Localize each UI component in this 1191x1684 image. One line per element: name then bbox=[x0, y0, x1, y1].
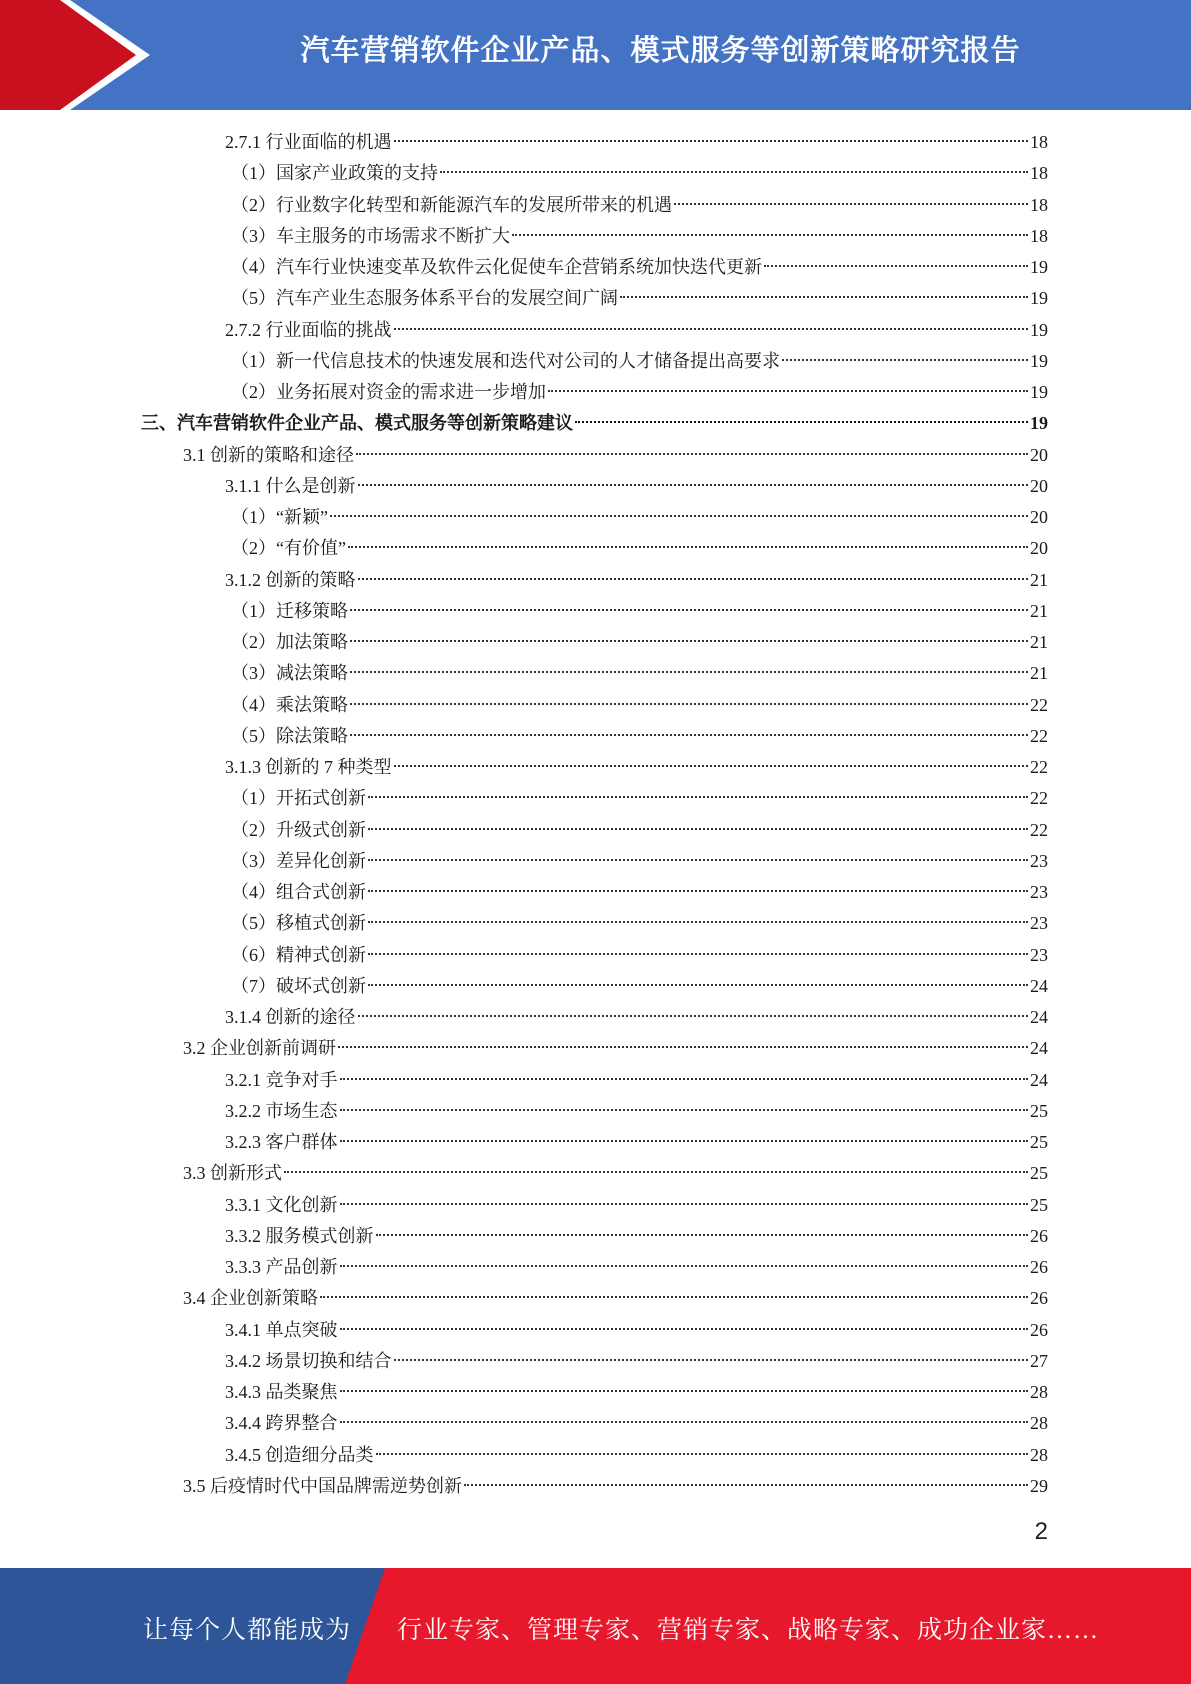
toc-dot-leader bbox=[368, 796, 1028, 798]
toc-entry-page: 20 bbox=[1030, 444, 1048, 465]
toc-dot-leader bbox=[340, 1078, 1029, 1080]
toc-entry-page: 19 bbox=[1030, 382, 1048, 402]
toc-dot-leader bbox=[330, 515, 1028, 517]
toc-entry[interactable] bbox=[225, 1065, 1048, 1096]
toc-entry-title: 3.4.1 单点突破 bbox=[225, 1319, 338, 1340]
toc-entry-page: 20 bbox=[1030, 538, 1048, 559]
toc-entry-title: 3.2 企业创新前调研 bbox=[183, 1038, 336, 1059]
toc-dot-leader bbox=[358, 578, 1029, 580]
toc-entry[interactable] bbox=[225, 1127, 1048, 1158]
toc-dot-leader bbox=[368, 828, 1028, 830]
toc-entry-page: 23 bbox=[1030, 944, 1048, 965]
toc-entry-title: （2）升级式创新 bbox=[231, 819, 366, 840]
toc-entry-title: （2）业务拓展对资金的需求进一步增加 bbox=[231, 382, 546, 402]
toc-dot-leader bbox=[350, 640, 1028, 642]
toc-entry[interactable] bbox=[183, 440, 1048, 471]
toc-entry-title: 3.4.2 场景切换和结合 bbox=[225, 1350, 392, 1371]
toc-entry-page: 25 bbox=[1030, 1132, 1048, 1152]
toc-dot-leader bbox=[368, 921, 1028, 923]
toc-entry-title: （2）行业数字化转型和新能源汽车的发展所带来的机遇 bbox=[231, 194, 672, 215]
toc-entry-page: 22 bbox=[1030, 725, 1048, 746]
toc-entry-title: （5）汽车产业生态服务体系平台的发展空间广阔 bbox=[231, 288, 618, 309]
page-number: 2 bbox=[1034, 1518, 1048, 1545]
toc-entry-title: （2）“有价值” bbox=[231, 538, 346, 559]
toc-entry-title: （3）减法策略 bbox=[231, 663, 348, 684]
toc-entry-page: 18 bbox=[1030, 225, 1048, 246]
toc-entry[interactable] bbox=[231, 502, 1048, 533]
toc-entry[interactable] bbox=[231, 346, 1048, 377]
toc-entry-title: 3.1 创新的策略和途径 bbox=[183, 444, 354, 465]
toc-entry-page: 24 bbox=[1030, 1069, 1048, 1090]
toc-dot-leader bbox=[376, 1453, 1029, 1455]
toc-dot-leader bbox=[340, 1328, 1029, 1330]
toc-entry-page: 28 bbox=[1030, 1382, 1048, 1402]
toc-entry-title: （1）国家产业政策的支持 bbox=[231, 163, 438, 184]
toc-entry[interactable] bbox=[231, 971, 1048, 1002]
toc-entry-page: 23 bbox=[1030, 882, 1048, 902]
toc-dot-leader bbox=[394, 328, 1029, 330]
toc-entry[interactable] bbox=[231, 721, 1048, 752]
toc-dot-leader bbox=[340, 1109, 1029, 1111]
toc-entry-title: 3.3 创新形式 bbox=[183, 1163, 282, 1184]
toc-entry[interactable] bbox=[231, 377, 1048, 408]
toc-entry-page: 27 bbox=[1030, 1350, 1048, 1371]
toc-entry[interactable] bbox=[231, 658, 1048, 689]
toc-entry-title: （1）新一代信息技术的快速发展和迭代对公司的人才储备提出高要求 bbox=[231, 350, 780, 371]
toc-dot-leader bbox=[548, 390, 1028, 392]
toc-dot-leader bbox=[575, 421, 1028, 423]
toc-entry-title: 3.1.3 创新的 7 种类型 bbox=[225, 757, 392, 777]
toc-entry-title: 3.5 后疫情时代中国品牌需逆势创新 bbox=[183, 1475, 462, 1496]
toc-entry-page: 18 bbox=[1030, 132, 1048, 152]
toc-entry[interactable] bbox=[225, 1377, 1048, 1408]
toc-entry[interactable] bbox=[225, 127, 1048, 158]
toc-entry-title: （3）差异化创新 bbox=[231, 850, 366, 871]
toc-dot-leader bbox=[764, 265, 1028, 267]
toc-dot-leader bbox=[376, 1234, 1029, 1236]
toc-dot-leader bbox=[674, 203, 1028, 205]
toc-dot-leader bbox=[348, 546, 1028, 548]
toc-entry-title: 三、汽车营销软件企业产品、模式服务等创新策略建议 bbox=[141, 413, 573, 434]
toc-entry-page: 19 bbox=[1030, 319, 1048, 340]
toc-entry[interactable] bbox=[231, 596, 1048, 627]
toc-entry-title: 3.4.3 品类聚焦 bbox=[225, 1382, 338, 1402]
toc-entry-page: 28 bbox=[1030, 1444, 1048, 1465]
toc-entry[interactable] bbox=[225, 315, 1048, 346]
toc-entry[interactable] bbox=[231, 221, 1048, 252]
toc-entry[interactable] bbox=[231, 158, 1048, 189]
toc-dot-leader bbox=[340, 1203, 1029, 1205]
toc-entry-page: 24 bbox=[1030, 975, 1048, 996]
toc-entry-title: （1）“新颖” bbox=[231, 507, 328, 527]
toc-entry-title: （5）除法策略 bbox=[231, 725, 348, 746]
toc-entry[interactable] bbox=[231, 252, 1048, 283]
toc-dot-leader bbox=[340, 1390, 1029, 1392]
toc-dot-leader bbox=[338, 1046, 1028, 1048]
toc-dot-leader bbox=[284, 1171, 1028, 1173]
toc-dot-leader bbox=[464, 1484, 1028, 1486]
toc-entry-page: 25 bbox=[1030, 1100, 1048, 1121]
header-banner bbox=[0, 0, 1191, 110]
toc-dot-leader bbox=[620, 296, 1028, 298]
toc-entry-title: 3.3.3 产品创新 bbox=[225, 1257, 338, 1277]
toc-dot-leader bbox=[350, 703, 1028, 705]
toc-entry-title: （6）精神式创新 bbox=[231, 944, 366, 965]
toc-entry[interactable] bbox=[225, 752, 1048, 783]
toc-entry[interactable] bbox=[183, 1471, 1048, 1502]
toc-entry-title: 3.4.4 跨界整合 bbox=[225, 1413, 338, 1434]
toc-entry-title: 3.4.5 创造细分品类 bbox=[225, 1444, 374, 1465]
toc-dot-leader bbox=[350, 609, 1028, 611]
footer-banner bbox=[0, 1568, 1191, 1684]
toc-entry-page: 24 bbox=[1030, 1007, 1048, 1027]
toc-entry[interactable] bbox=[183, 1283, 1048, 1314]
toc-entry-page: 19 bbox=[1030, 288, 1048, 309]
toc-dot-leader bbox=[512, 234, 1028, 236]
toc-entry-page: 21 bbox=[1030, 632, 1048, 652]
toc-dot-leader bbox=[394, 1359, 1029, 1361]
toc-dot-leader bbox=[340, 1265, 1029, 1267]
toc-entry-page: 28 bbox=[1030, 1413, 1048, 1434]
toc-dot-leader bbox=[440, 171, 1028, 173]
toc-entry-title: （5）移植式创新 bbox=[231, 913, 366, 934]
toc-entry-title: 3.2.2 市场生态 bbox=[225, 1100, 338, 1121]
toc-entry-page: 26 bbox=[1030, 1288, 1048, 1309]
toc-entry[interactable] bbox=[225, 565, 1048, 596]
toc-entry-title: 3.4 企业创新策略 bbox=[183, 1288, 318, 1309]
toc-dot-leader bbox=[358, 1015, 1029, 1017]
toc-entry-title: 3.2.3 客户群体 bbox=[225, 1132, 338, 1152]
toc-entry-page: 26 bbox=[1030, 1257, 1048, 1277]
toc-entry[interactable] bbox=[183, 1033, 1048, 1064]
toc-entry[interactable] bbox=[231, 877, 1048, 908]
toc-entry-page: 22 bbox=[1030, 694, 1048, 715]
toc-dot-leader bbox=[394, 765, 1029, 767]
toc-entry-title: 2.7.1 行业面临的机遇 bbox=[225, 132, 392, 152]
toc-dot-leader bbox=[782, 359, 1028, 361]
toc-entry-page: 22 bbox=[1030, 757, 1048, 777]
toc-dot-leader bbox=[368, 859, 1028, 861]
toc-entry[interactable] bbox=[231, 690, 1048, 721]
footer-slogan-left: 让每个人都能成为 bbox=[143, 1617, 352, 1644]
toc-entry-title: （4）乘法策略 bbox=[231, 694, 348, 715]
toc-dot-leader bbox=[320, 1296, 1028, 1298]
toc-entry-page: 25 bbox=[1030, 1194, 1048, 1215]
toc-dot-leader bbox=[368, 953, 1028, 955]
toc-entry[interactable] bbox=[231, 190, 1048, 221]
toc-dot-leader bbox=[368, 890, 1028, 892]
toc-entry-page: 21 bbox=[1030, 569, 1048, 590]
toc-entry[interactable] bbox=[225, 1315, 1048, 1346]
toc-entry[interactable] bbox=[231, 627, 1048, 658]
toc-entry-title: 3.3.2 服务模式创新 bbox=[225, 1225, 374, 1246]
toc-entry-page: 21 bbox=[1030, 663, 1048, 684]
toc-entry-page: 18 bbox=[1030, 194, 1048, 215]
toc-entry[interactable] bbox=[225, 1440, 1048, 1471]
toc-entry-page: 29 bbox=[1030, 1475, 1048, 1496]
toc-entry-page: 21 bbox=[1030, 600, 1048, 621]
toc-entry-page: 19 bbox=[1030, 413, 1048, 434]
toc-entry[interactable] bbox=[231, 908, 1048, 939]
footer-slogan-right: 行业专家、管理专家、营销专家、战略专家、成功企业家…… bbox=[397, 1617, 1100, 1644]
toc-entry[interactable] bbox=[141, 408, 1048, 439]
toc-entry[interactable] bbox=[231, 815, 1048, 846]
chevron-arrow-icon bbox=[0, 0, 160, 110]
toc-entry-title: 3.1.4 创新的途径 bbox=[225, 1007, 356, 1027]
toc-entry[interactable] bbox=[225, 471, 1048, 502]
toc-entry-title: （2）加法策略 bbox=[231, 632, 348, 652]
toc-dot-leader bbox=[394, 140, 1029, 142]
toc-entry-page: 20 bbox=[1030, 475, 1048, 496]
toc-entry[interactable] bbox=[225, 1221, 1048, 1252]
toc-dot-leader bbox=[340, 1421, 1029, 1423]
toc-entry-title: （4）汽车行业快速变革及软件云化促使车企营销系统加快迭代更新 bbox=[231, 257, 762, 277]
toc-entry[interactable] bbox=[225, 1096, 1048, 1127]
toc-dot-leader bbox=[358, 484, 1029, 486]
toc-entry[interactable] bbox=[231, 940, 1048, 971]
toc-entry-page: 22 bbox=[1030, 788, 1048, 809]
toc-entry-title: （1）迁移策略 bbox=[231, 600, 348, 621]
toc-entry-title: 3.3.1 文化创新 bbox=[225, 1194, 338, 1215]
toc-entry-title: 3.2.1 竞争对手 bbox=[225, 1069, 338, 1090]
toc-dot-leader bbox=[368, 984, 1028, 986]
toc-entry-title: 3.1.1 什么是创新 bbox=[225, 475, 356, 496]
toc-entry[interactable] bbox=[225, 1002, 1048, 1033]
toc-entry[interactable] bbox=[183, 1158, 1048, 1189]
toc-entry[interactable] bbox=[231, 846, 1048, 877]
toc-entry[interactable] bbox=[225, 1408, 1048, 1439]
toc-entry[interactable] bbox=[225, 1346, 1048, 1377]
toc-entry-title: 3.1.2 创新的策略 bbox=[225, 569, 356, 590]
toc-dot-leader bbox=[340, 1140, 1029, 1142]
toc-entry-page: 24 bbox=[1030, 1038, 1048, 1059]
toc-entry-title: （7）破坏式创新 bbox=[231, 975, 366, 996]
toc-entry[interactable] bbox=[231, 283, 1048, 314]
toc-entry-page: 18 bbox=[1030, 163, 1048, 184]
toc-entry-page: 19 bbox=[1030, 257, 1048, 277]
toc-entry-page: 20 bbox=[1030, 507, 1048, 527]
toc-dot-leader bbox=[356, 453, 1028, 455]
toc-entry-title: （3）车主服务的市场需求不断扩大 bbox=[231, 225, 510, 246]
toc-entry[interactable] bbox=[225, 1252, 1048, 1283]
toc-entry-title: 2.7.2 行业面临的挑战 bbox=[225, 319, 392, 340]
toc-entry[interactable] bbox=[231, 533, 1048, 564]
report-title: 汽车营销软件企业产品、模式服务等创新策略研究报告 bbox=[300, 33, 1021, 67]
toc-dot-leader bbox=[350, 734, 1028, 736]
toc-entry-title: （4）组合式创新 bbox=[231, 882, 366, 902]
toc-entry-page: 26 bbox=[1030, 1319, 1048, 1340]
toc-entry-page: 19 bbox=[1030, 350, 1048, 371]
toc-entry[interactable] bbox=[225, 1190, 1048, 1221]
toc-entry-page: 22 bbox=[1030, 819, 1048, 840]
toc-entry-page: 23 bbox=[1030, 850, 1048, 871]
toc-entry[interactable] bbox=[231, 783, 1048, 814]
toc-dot-leader bbox=[350, 671, 1028, 673]
toc-entry-page: 23 bbox=[1030, 913, 1048, 934]
toc-entry-title: （1）开拓式创新 bbox=[231, 788, 366, 809]
toc-entry-page: 25 bbox=[1030, 1163, 1048, 1184]
toc-entry-page: 26 bbox=[1030, 1225, 1048, 1246]
